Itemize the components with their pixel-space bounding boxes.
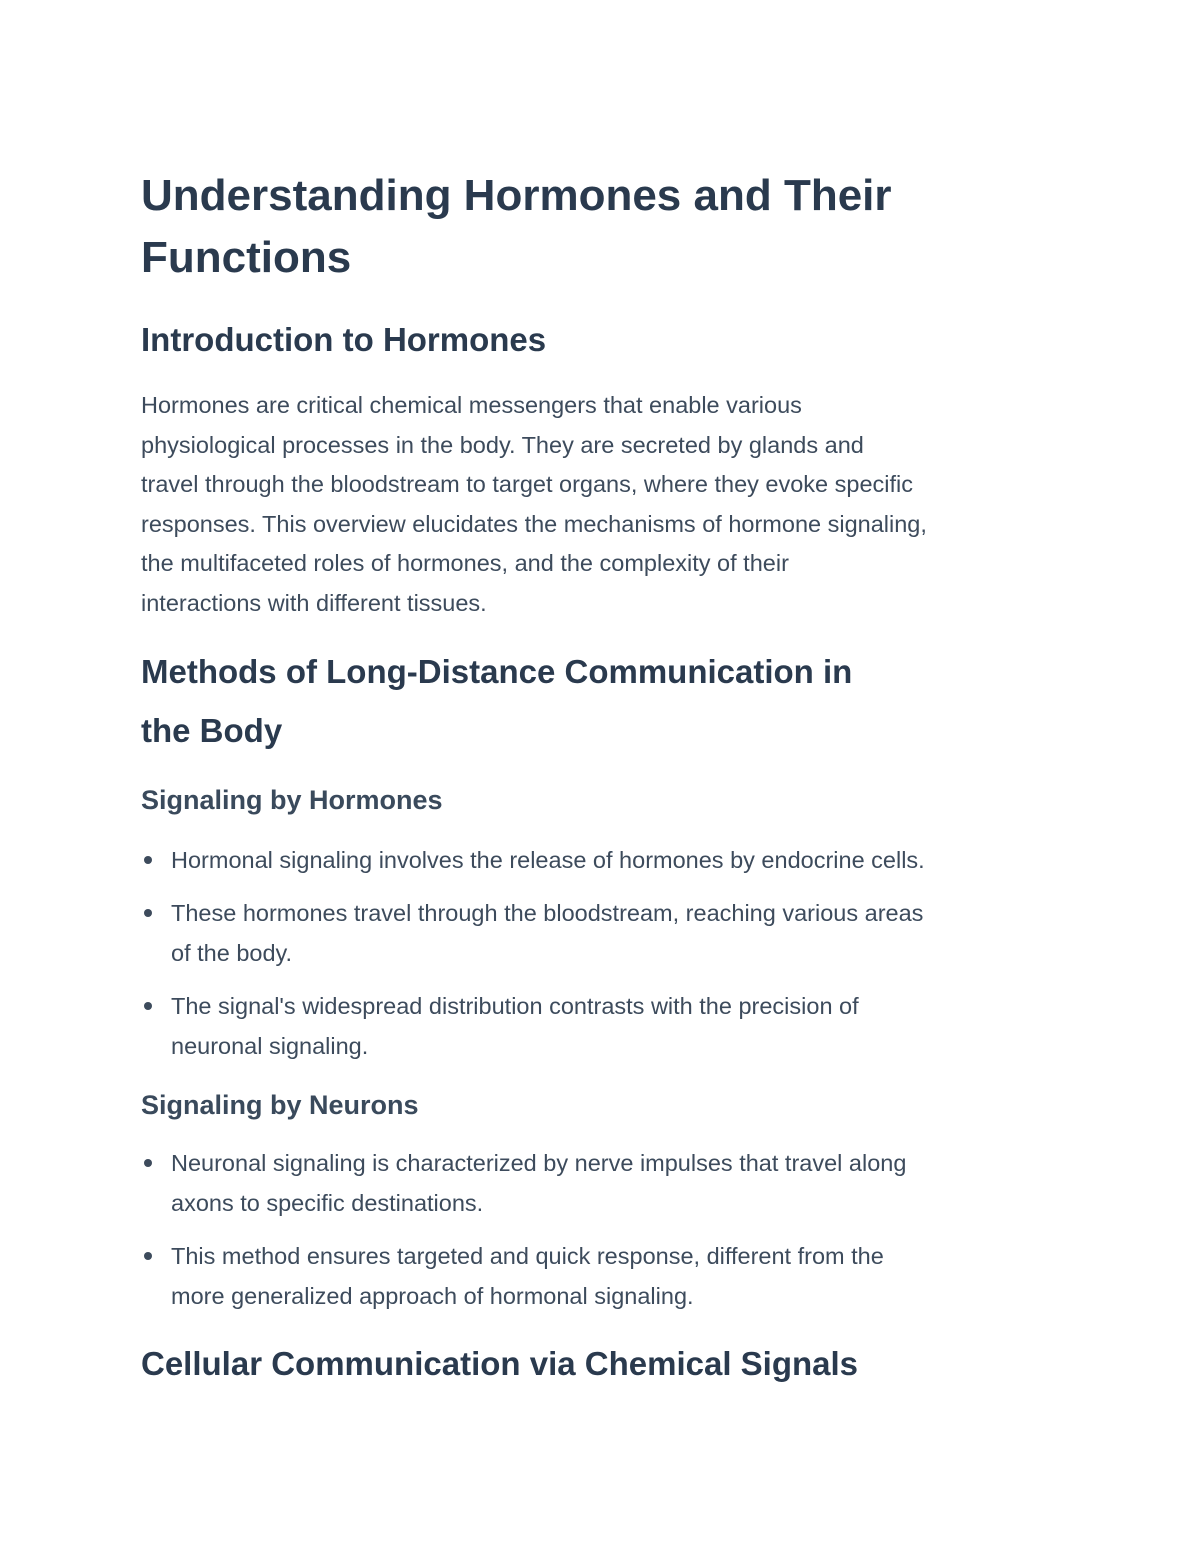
list-item <box>141 893 923 973</box>
paragraph-line: travel through the bloodstream to target organs, where they evoke specific <box>141 471 914 498</box>
bullet-icon <box>144 909 152 917</box>
list-item-text: This method ensures targeted and quick response, different from the <box>171 1243 884 1269</box>
bullet-icon <box>144 1002 152 1010</box>
section-heading-introduction: Introduction to Hormones <box>141 321 547 358</box>
list-item-text: more generalized approach of hormonal signaling. <box>171 1283 694 1309</box>
intro-paragraph <box>141 386 927 624</box>
list-item <box>141 1143 906 1223</box>
paragraph-line: the multifaceted roles of hormones, and the complexity of their <box>141 550 789 577</box>
title-line: Understanding Hormones and Their <box>141 171 892 220</box>
paragraph-line: responses. This overview elucidates the mechanisms of hormone signaling, <box>141 510 927 537</box>
title-line: Functions <box>141 233 352 282</box>
subheading-hormones: Signaling by Hormones <box>141 785 443 815</box>
list-item-text: neuronal signaling. <box>171 1033 369 1059</box>
bullet-icon <box>144 1252 152 1260</box>
heading-line: Methods of Long-Distance Communication in <box>141 653 853 690</box>
list-item-text: The signal's widespread distribution contrasts with the precision of <box>171 993 859 1019</box>
list-item <box>141 1236 884 1316</box>
list-item <box>141 840 925 880</box>
list-item-text: axons to specific destinations. <box>171 1190 484 1216</box>
bullet-icon <box>144 1159 152 1167</box>
section-heading-methods <box>141 642 852 760</box>
paragraph-line: Hormones are critical chemical messengers that enable various <box>141 392 802 418</box>
subheading-neurons: Signaling by Neurons <box>141 1090 419 1120</box>
paragraph-line: physiological processes in the body. They are secreted by glands and <box>141 431 864 458</box>
page-title <box>141 165 892 289</box>
heading-line: the Body <box>141 712 283 749</box>
list-item-text: Neuronal signaling is characterized by nerve impulses that travel along <box>171 1150 907 1176</box>
paragraph-line: interactions with different tissues. <box>141 589 487 616</box>
list-item-text: Hormonal signaling involves the release of hormones by endocrine cells. <box>171 847 925 873</box>
section-heading-cellular: Cellular Communication via Chemical Signals <box>141 1345 859 1382</box>
bullet-icon <box>144 856 152 864</box>
list-item <box>141 986 859 1066</box>
list-item-text: of the body. <box>171 940 293 966</box>
list-item-text: These hormones travel through the bloodstream, reaching various areas <box>171 900 924 926</box>
